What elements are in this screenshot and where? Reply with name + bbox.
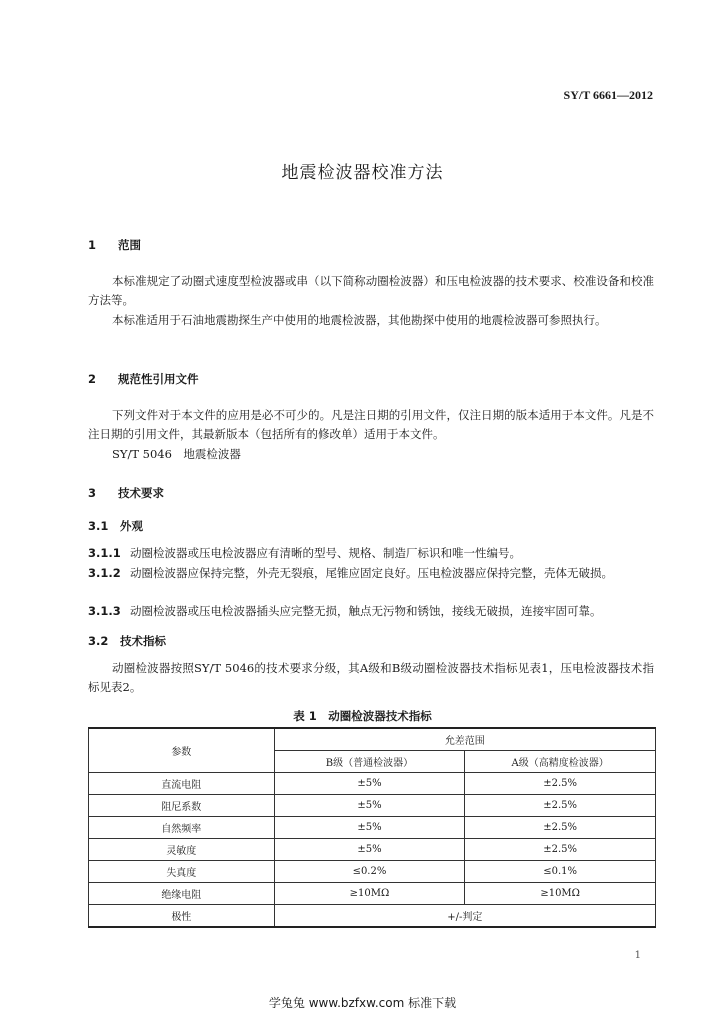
table-cell-parameter: 自然频率 [89,817,275,839]
table-header-grade-a: A级（高精度检波器） [465,751,656,773]
table-cell-parameter: 绝缘电阻 [89,883,275,905]
section-3-heading [88,485,164,501]
table-cell-grade-a: ±2.5% [465,795,656,817]
table-row [89,817,656,839]
table-1 [88,727,656,928]
table-cell-grade-b: ±5% [274,839,465,861]
section-1-paragraph-2: 本标准适用于石油地震勘探生产中使用的地震检波器，其他勘探中使用的地震检波器可参照执行。 [112,313,607,327]
clause-number: 3.1.2 [88,566,121,580]
section-number: 1 [88,238,97,252]
table-cell-parameter: 直流电阻 [89,773,275,795]
section-title: 规范性引用文件 [118,372,199,386]
table-row [89,839,656,861]
clause-3-1-3 [88,602,654,621]
footer-watermark: 学兔兔 www.bzfxw.com 标准下载 [268,996,457,1010]
clause-number: 3.1.3 [88,604,121,618]
table-cell-grade-b: ≤0.2% [274,861,465,883]
section-3-1-heading [88,518,143,534]
page-number: 1 [634,950,641,961]
table-cell-grade-a: ≤0.1% [465,861,656,883]
section-title: 技术要求 [118,486,164,500]
table-cell-parameter: 极性 [89,905,275,928]
section-2-paragraph: 下列文件对于本文件的应用是必不可少的。凡是注日期的引用文件，仅注日期的版本适用于本文件。凡是不注日期的引用文件，其最新版本（包括所有的修改单）适用于本文件。 [88,408,654,441]
document-title: 地震检波器校准方法 [281,163,444,183]
table-cell-grade-a: ±2.5% [465,817,656,839]
table-header-parameter: 参数 [89,728,275,773]
section-number: 2 [88,372,97,386]
table-cell-parameter: 灵敏度 [89,839,275,861]
table-cell-grade-b: ±5% [274,773,465,795]
table-1-caption: 表 1 动圈检波器技术指标 [293,709,432,723]
standard-code: SY/T 6661—2012 [563,88,653,102]
table-cell-parameter: 阻尼系数 [89,795,275,817]
table-cell-grade-b: ±5% [274,817,465,839]
table-cell-grade-a: ±2.5% [465,839,656,861]
section-3-2-paragraph: 动圈检波器按照SY/T 5046的技术要求分级，其A级和B级动圈检波器技术指标见表1，压电检波器技术指标见表2。 [88,661,654,694]
clause-3-1-1 [88,544,654,563]
clause-text: 动圈检波器应保持完整，外壳无裂痕，尾锥应固定良好。压电检波器应保持完整，壳体无破损。 [130,566,613,580]
table-row [89,773,656,795]
clause-number: 3.1.1 [88,546,121,560]
table-cell-polarity: +/-判定 [274,905,655,928]
table-header-grade-b: B级（普通检波器） [274,751,465,773]
table-cell-parameter: 失真度 [89,861,275,883]
section-number: 3.1 [88,519,109,533]
section-number: 3 [88,486,97,500]
section-3-2-heading [88,633,166,649]
section-1-paragraph-1: 本标准规定了动圈式速度型检波器或串（以下简称动圈检波器）和压电检波器的技术要求、校准设备和校准方法等。 [88,274,654,307]
table-cell-grade-a: ±2.5% [465,773,656,795]
section-title: 技术指标 [120,634,166,648]
table-cell-grade-b: ±5% [274,795,465,817]
table-cell-grade-a: ≥10MΩ [465,883,656,905]
section-number: 3.2 [88,634,109,648]
clause-text: 动圈检波器或压电检波器插头应完整无损，触点无污物和锈蚀，接线无破损，连接牢固可靠。 [130,604,602,618]
section-title: 范围 [118,238,141,252]
table-row [89,861,656,883]
section-2-heading [88,371,199,387]
clause-3-1-2 [88,564,654,583]
normative-reference: SY/T 5046 地震检波器 [112,447,241,461]
section-1-heading [88,237,141,253]
table-row [89,883,656,905]
table-header-tolerance: 允差范围 [274,728,655,751]
table-row [89,795,656,817]
clause-text: 动圈检波器或压电检波器应有清晰的型号、规格、制造厂标识和唯一性编号。 [130,546,521,560]
section-title: 外观 [120,519,143,533]
table-row [89,905,656,928]
table-cell-grade-b: ≥10MΩ [274,883,465,905]
